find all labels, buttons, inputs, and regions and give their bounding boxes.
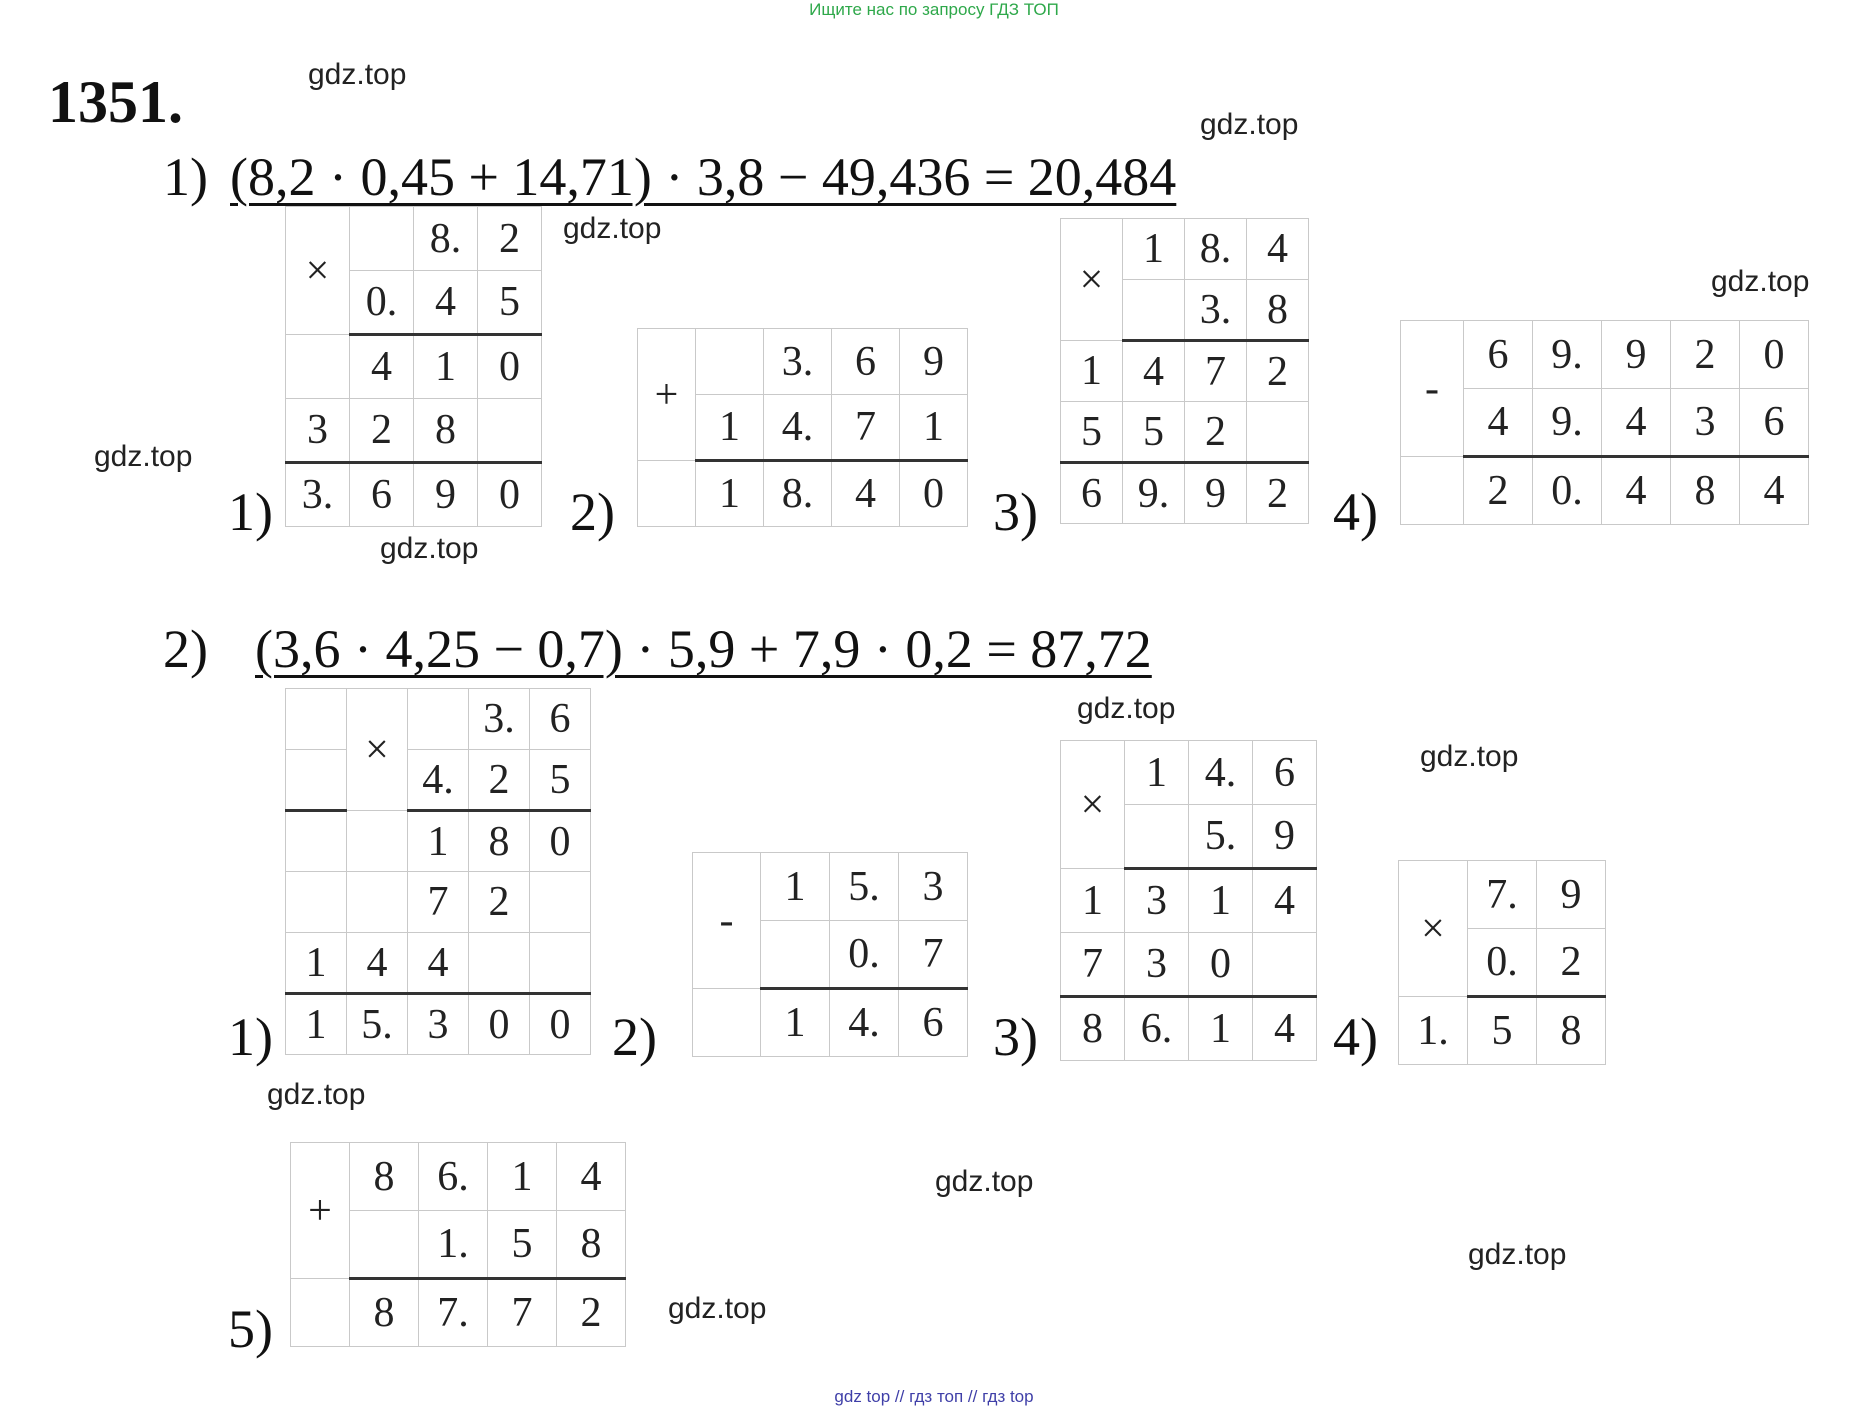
digit-cell: 1: [286, 933, 347, 994]
digit-cell: 2: [1671, 321, 1740, 389]
digit-cell: 0: [478, 335, 542, 399]
digit-cell: 9: [900, 329, 968, 395]
digit-cell: 5: [478, 271, 542, 335]
digit-cell: 2: [1464, 457, 1533, 525]
p2-step4-multiplication: [1398, 860, 1606, 1065]
digit-cell: 3: [1671, 389, 1740, 457]
digit-cell: 0.: [1533, 457, 1602, 525]
digit-cell: [530, 872, 591, 933]
digit-cell: 2: [1247, 463, 1309, 524]
digit-cell: 1: [761, 989, 830, 1057]
p2-step3-multiplication: [1060, 740, 1317, 1061]
problem-number: 1351.: [48, 69, 183, 135]
digit-cell: 8: [414, 399, 478, 463]
digit-cell: 0: [900, 461, 968, 527]
watermark: gdz.top: [267, 1078, 366, 1111]
digit-cell: 8: [557, 1211, 626, 1279]
digit-cell: 3.: [1185, 280, 1247, 341]
digit-cell: 0: [478, 463, 542, 527]
watermark: gdz.top: [1420, 740, 1519, 773]
digit-cell: 6: [530, 689, 591, 750]
digit-cell: 5: [530, 750, 591, 811]
digit-cell: 4.: [830, 989, 899, 1057]
digit-cell: 3: [286, 399, 350, 463]
digit-cell: [1401, 457, 1464, 525]
part1-equation: (8,2 · 0,45 + 14,71) · 3,8 − 49,436 = 20,484: [230, 147, 1177, 207]
digit-cell: 1: [1061, 341, 1123, 402]
p2-step1-label: 1): [228, 1007, 273, 1067]
digit-cell: [286, 811, 347, 872]
digit-cell: 9: [1602, 321, 1671, 389]
digit-cell: 4: [350, 335, 414, 399]
p1-step1-label: 1): [228, 482, 273, 542]
digit-cell: 4: [414, 271, 478, 335]
digit-cell: 6: [1464, 321, 1533, 389]
digit-cell: 2: [1185, 402, 1247, 463]
digit-cell: 2: [478, 207, 542, 271]
digit-cell: 5.: [347, 994, 408, 1055]
digit-cell: [347, 811, 408, 872]
digit-cell: 3: [408, 994, 469, 1055]
digit-cell: 8: [1537, 997, 1606, 1065]
digit-cell: [350, 1211, 419, 1279]
digit-cell: 5: [1123, 402, 1185, 463]
watermark: gdz.top: [1077, 692, 1176, 725]
digit-cell: [408, 689, 469, 750]
part2-label: 2): [163, 619, 208, 679]
digit-cell: 1: [414, 335, 478, 399]
p2-step2-label: 2): [612, 1007, 657, 1067]
digit-cell: 1: [1123, 219, 1185, 280]
digit-cell: 8.: [1185, 219, 1247, 280]
digit-cell: [638, 461, 696, 527]
digit-cell: 4.: [764, 395, 832, 461]
digit-cell: 7.: [1468, 861, 1537, 929]
digit-cell: 8: [469, 811, 530, 872]
digit-cell: 0: [530, 994, 591, 1055]
digit-cell: 5.: [830, 853, 899, 921]
times-sign: ×: [1061, 219, 1123, 341]
times-sign: ×: [347, 689, 408, 811]
digit-cell: 3: [1125, 869, 1189, 933]
digit-cell: 6.: [419, 1143, 488, 1211]
digit-cell: [286, 689, 347, 750]
watermark: gdz.top: [308, 58, 407, 91]
digit-cell: 4: [1464, 389, 1533, 457]
digit-cell: [286, 872, 347, 933]
digit-cell: [1247, 402, 1309, 463]
digit-cell: [693, 989, 761, 1057]
digit-cell: 4: [347, 933, 408, 994]
digit-cell: 7: [1185, 341, 1247, 402]
digit-cell: 2: [469, 750, 530, 811]
minus-sign: -: [693, 853, 761, 989]
digit-cell: 8.: [764, 461, 832, 527]
digit-cell: 3: [1125, 933, 1189, 997]
digit-cell: [761, 921, 830, 989]
digit-cell: 1: [900, 395, 968, 461]
digit-cell: 1: [1189, 869, 1253, 933]
digit-cell: 4: [1247, 219, 1309, 280]
digit-cell: 1: [1189, 997, 1253, 1061]
digit-cell: 7: [408, 872, 469, 933]
digit-cell: 1: [696, 461, 764, 527]
watermark: gdz.top: [1468, 1238, 1567, 1271]
p1-step2-addition: [637, 328, 968, 527]
digit-cell: 1: [408, 811, 469, 872]
digit-cell: 6: [1061, 463, 1123, 524]
digit-cell: 3.: [286, 463, 350, 527]
digit-cell: [350, 207, 414, 271]
p1-step2-label: 2): [570, 482, 615, 542]
digit-cell: 1.: [419, 1211, 488, 1279]
plus-sign: +: [638, 329, 696, 461]
digit-cell: 1: [286, 994, 347, 1055]
times-sign: ×: [1061, 741, 1125, 869]
digit-cell: 6: [350, 463, 414, 527]
watermark: gdz.top: [1200, 108, 1299, 141]
digit-cell: 7: [1061, 933, 1125, 997]
digit-cell: 9: [1253, 805, 1317, 869]
p2-step4-label: 4): [1333, 1007, 1378, 1067]
digit-cell: 5: [1061, 402, 1123, 463]
watermark: gdz.top: [563, 212, 662, 245]
part1-label: 1): [163, 147, 208, 207]
digit-cell: 4: [557, 1143, 626, 1211]
digit-cell: [286, 750, 347, 811]
digit-cell: 8.: [414, 207, 478, 271]
plus-sign: +: [291, 1143, 350, 1279]
times-sign: ×: [1399, 861, 1468, 997]
part2-equation: (3,6 · 4,25 − 0,7) · 5,9 + 7,9 · 0,2 = 87,72: [255, 619, 1152, 679]
digit-cell: 3.: [764, 329, 832, 395]
digit-cell: [696, 329, 764, 395]
watermark: gdz.top: [1711, 265, 1810, 298]
digit-cell: 2: [350, 399, 414, 463]
digit-cell: [478, 399, 542, 463]
digit-cell: 8: [1671, 457, 1740, 525]
p2-step5-addition: [290, 1142, 626, 1347]
digit-cell: [1125, 805, 1189, 869]
p1-step4-label: 4): [1333, 482, 1378, 542]
p1-step4-subtraction: [1400, 320, 1809, 525]
digit-cell: 4.: [408, 750, 469, 811]
minus-sign: -: [1401, 321, 1464, 457]
digit-cell: 6: [832, 329, 900, 395]
footer-links[interactable]: gdz top // гдз топ // гдз top: [834, 1387, 1034, 1406]
digit-cell: 9.: [1123, 463, 1185, 524]
digit-cell: 8: [350, 1143, 419, 1211]
digit-cell: 3.: [469, 689, 530, 750]
digit-cell: 9: [1537, 861, 1606, 929]
watermark: gdz.top: [668, 1292, 767, 1325]
digit-cell: 4: [408, 933, 469, 994]
digit-cell: 0: [1740, 321, 1809, 389]
digit-cell: 2: [1537, 929, 1606, 997]
watermark: gdz.top: [94, 440, 193, 473]
digit-cell: [1253, 933, 1317, 997]
digit-cell: 2: [557, 1279, 626, 1347]
digit-cell: 0.: [350, 271, 414, 335]
p2-step2-subtraction: [692, 852, 968, 1057]
digit-cell: 5: [488, 1211, 557, 1279]
digit-cell: 4: [1602, 457, 1671, 525]
digit-cell: 2: [469, 872, 530, 933]
digit-cell: [469, 933, 530, 994]
digit-cell: 7.: [419, 1279, 488, 1347]
digit-cell: 4: [832, 461, 900, 527]
watermark: gdz.top: [380, 532, 479, 565]
times-sign: ×: [286, 207, 350, 335]
digit-cell: [291, 1279, 350, 1347]
digit-cell: [286, 335, 350, 399]
header-search-hint[interactable]: Ищите нас по запросу ГДЗ ТОП: [809, 0, 1059, 19]
digit-cell: 9: [1185, 463, 1247, 524]
digit-cell: 6: [1740, 389, 1809, 457]
digit-cell: 4.: [1189, 741, 1253, 805]
digit-cell: 8: [1247, 280, 1309, 341]
digit-cell: 0: [469, 994, 530, 1055]
digit-cell: 1: [696, 395, 764, 461]
digit-cell: 8: [1061, 997, 1125, 1061]
digit-cell: 0.: [1468, 929, 1537, 997]
digit-cell: 0: [1189, 933, 1253, 997]
digit-cell: 5: [1468, 997, 1537, 1065]
digit-cell: 5.: [1189, 805, 1253, 869]
digit-cell: 1: [1125, 741, 1189, 805]
p1-step3-multiplication: [1060, 218, 1309, 524]
digit-cell: 0.: [830, 921, 899, 989]
digit-cell: 1: [488, 1143, 557, 1211]
p2-step5-label: 5): [228, 1299, 273, 1359]
digit-cell: 1: [1061, 869, 1125, 933]
digit-cell: [530, 933, 591, 994]
digit-cell: [347, 872, 408, 933]
digit-cell: 1: [761, 853, 830, 921]
p1-step1-multiplication: [285, 206, 542, 527]
digit-cell: 4: [1602, 389, 1671, 457]
digit-cell: 6: [1253, 741, 1317, 805]
digit-cell: 4: [1253, 869, 1317, 933]
p2-step1-multiplication: [285, 688, 591, 1055]
p2-step3-label: 3): [993, 1007, 1038, 1067]
p1-step3-label: 3): [993, 482, 1038, 542]
digit-cell: 6: [899, 989, 968, 1057]
digit-cell: 4: [1253, 997, 1317, 1061]
digit-cell: 8: [350, 1279, 419, 1347]
digit-cell: 4: [1123, 341, 1185, 402]
digit-cell: 9.: [1533, 389, 1602, 457]
digit-cell: 9.: [1533, 321, 1602, 389]
digit-cell: 1.: [1399, 997, 1468, 1065]
digit-cell: 7: [832, 395, 900, 461]
digit-cell: 3: [899, 853, 968, 921]
digit-cell: 9: [414, 463, 478, 527]
digit-cell: 0: [530, 811, 591, 872]
digit-cell: 7: [899, 921, 968, 989]
digit-cell: 6.: [1125, 997, 1189, 1061]
digit-cell: 2: [1247, 341, 1309, 402]
digit-cell: 7: [488, 1279, 557, 1347]
digit-cell: 4: [1740, 457, 1809, 525]
watermark: gdz.top: [935, 1165, 1034, 1198]
digit-cell: [1123, 280, 1185, 341]
